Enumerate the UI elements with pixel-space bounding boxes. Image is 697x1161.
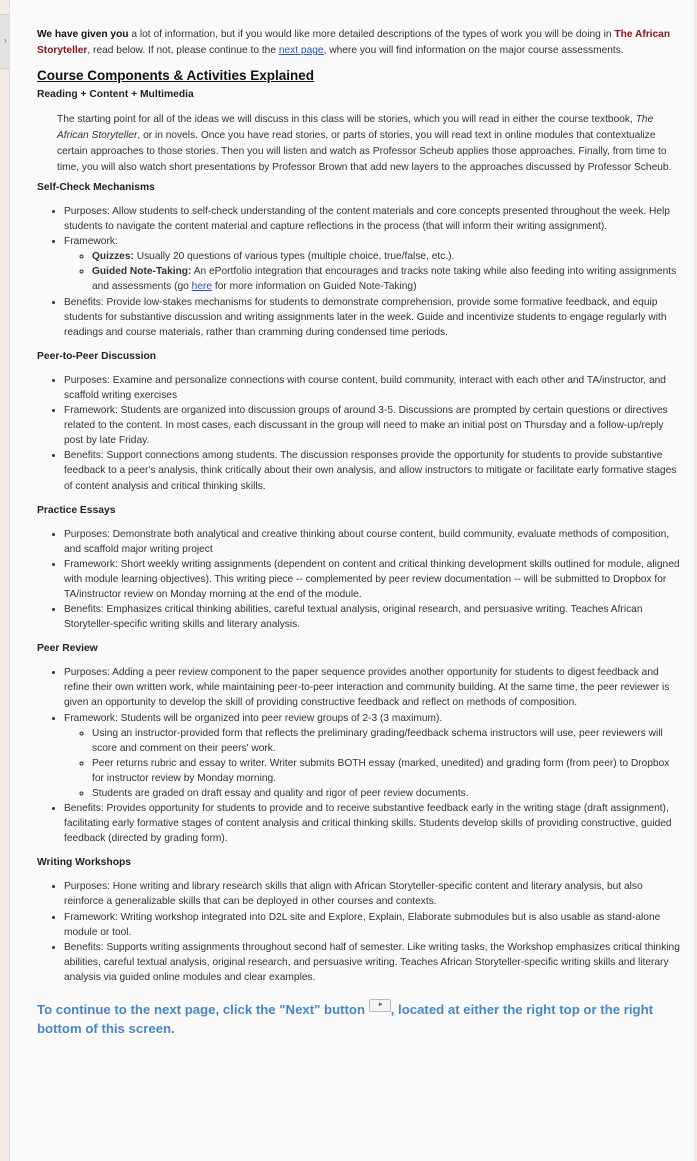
list-item: • Purposes: Hone writing and library research skills that align with African Storyteller-specific content and literary analysis, but also reinforce a generalizable skills that can be deployed in other courses and contexts. [64,879,684,909]
section-title-peer-review: Peer Review [37,643,98,655]
list-item: • Benefits: Emphasizes critical thinking abilities, careful textual analysis, original research, and persuasive writing. Teaches African Storyteller-specific writing skills and literary analysis. [64,602,684,632]
self-check-list [37,204,684,340]
list-item: • Framework: Writing workshop integrated into D2L site and Explore, Explain, Elaborate submodules but is also usable as stand-alone module or tool. [64,910,684,940]
list-item: • Purposes: Allow students to self-check understanding of the content materials and core concepts presented throughout the week. Help students to navigate the content material and capture reflections in the process (that will inform their writing assignment). [64,204,684,234]
section-title-self-check: Self-Check Mechanisms [37,182,155,193]
next-page-link[interactable]: next page [278,45,324,56]
continue-text-1: To continue to the next page, click the "Next" button [37,1002,369,1018]
list-item: • Framework: Short weekly writing assignments (dependent on content and critical thinking development skills outlined for module, aligned with module learning objectives). This writing piece -- complemented by peer review documentation -- will be submitted to Dropbox for TA/instructor review on Monday morning at the end of the module. [64,557,684,602]
list-item [64,234,684,294]
content-panel [9,0,694,1161]
list-item: ◦ Using an instructor-provided form that reflects the preliminary grading/feedback schema instructors will use, peer reviewers will score and comment on their peers' work. [92,726,684,756]
section-title-practice-essays: Practice Essays [37,504,116,516]
list-item [64,711,684,802]
list-item: ◦ Peer returns rubric and essay to writer. Writer submits BOTH essay (marked, unedited) and grading form (from peer) to Dropbox for instructor review by Monday morning. [92,756,684,786]
next-arrow-icon: ► [377,1002,384,1009]
practice-essays-list [37,527,684,633]
gnt-text-2: for more information on Guided Note-Taking) [212,281,417,293]
writing-workshops-list [37,879,684,985]
textbook-title: The African Storyteller [57,114,654,141]
gnt-label: Guided Note-Taking: [92,266,192,278]
gnt-text-1: An ePortfolio integration that encourages and tracks note taking while also feeding into writing assignments and assessments (go [92,266,677,293]
peer-review-list [37,665,684,846]
list-item: • Purposes: Examine and personalize connections with course content, build community, interact with each other and TA/instructor, and scaffold writing exercises [64,373,684,403]
page-title: Course Components & Activities Explained [37,68,315,83]
list-item: ◦ Students are graded on draft essay and quality and rigor of peer review documents. [92,786,684,801]
list-item: • Purposes: Adding a peer review component to the paper sequence provides another opportunity for students to digest feedback and refine their own written work, while maintaining peer-to-peer interaction and community building. At the same time, the peer reviewer is given an opportunity to develop the skill of providing constructive feedback and reflect on methods of composition. [64,665,684,710]
reading-text-1: The starting point for all of the ideas we will discuss in this class will be stories, which you will read in either the course textbook, [57,114,636,125]
quizzes-label: Quizzes: [92,251,134,263]
list-item: • Benefits: Provides opportunity for students to provide and to receive substantive feedback early in the writing stage (draft assignment), facilitating early formative stages of content analysis and critical thinking skills. Students develop skills of providing constructive, guided feedback (directed by grading form). [64,801,684,846]
intro-text-2: , read below. If not, please continue to the [87,45,279,56]
quizzes-text: Usually 20 questions of various types (multiple choice, true/false, etc.). [133,251,455,263]
reading-paragraph [57,112,684,176]
list-item: • Benefits: Support connections among students. The discussion responses provide the opportunity for students to provide substantive feedback to a peer's analysis, think critically about their own analysis, and allow instructors to mitigate or facilitate early formative stages of content analysis and critical thinking skills. [64,448,684,493]
intro-text-3: , where you will find information on the major course assessments. [323,45,624,56]
framework-sublist [64,249,684,294]
continue-instructions [37,999,684,1038]
framework-label: Framework: [64,236,118,248]
continue-text-2: , located at either the right top or the right bottom of this screen. [37,1002,654,1036]
course-name: The African Storyteller [37,29,671,56]
list-item: • Purposes: Demonstrate both analytical and creative thinking about course content, build community, evaluate methods of composition, and scaffold major writing project [64,527,684,557]
list-item: • Benefits: Provide low-stakes mechanisms for students to demonstrate comprehension, provide some formative feedback, and equip students for substantive discussion and writing assignments later in the week. Guide and incentivize students to engage regularly with readings and course materials, rather than cramming during condensed time periods. [64,295,684,340]
peer-discussion-list [37,373,684,494]
list-item: • Framework: Students are organized into discussion groups of around 3-5. Discussions are prompted by certain questions or directives related to the content. In most cases, each discussant in the group will need to make an initial post on Thursday and a follow-up/reply post by late Friday. [64,403,684,448]
intro-bold: We have given you [37,29,129,40]
section-title-writing-workshops: Writing Workshops [37,857,132,869]
reading-text-2: , or in novels. Once you have read stories, or parts of stories, you will read text in online modules that contextualize certain approaches to those stories. Then you will listen and watch as Professor Scheub applies those approaches. Finally, from time to time, you will also watch short presentations by Professor Brown that add new layers to the approaches discussed by Professor Scheub. [57,130,672,173]
list-item [92,249,684,264]
intro-paragraph [37,27,684,59]
section-title-peer-discussion: Peer-to-Peer Discussion [37,350,157,362]
list-item [92,264,684,294]
intro-text-1: a lot of information, but if you would like more detailed descriptions of the types of work you will be doing in [128,29,615,40]
next-button-image [369,999,391,1012]
list-item: • Benefits: Supports writing assignments throughout second half of semester. Like writing tasks, the Workshop emphasizes critical thinking abilities, careful textual analysis, original research, and persuasive writing. Teaches African Storyteller-specific writing skills and literary analysis via guided online modules and clear examples. [64,940,684,985]
framework-text: Framework: Students will be organized into peer review groups of 2-3 (3 maximum). [64,712,443,724]
framework-sublist [64,726,684,801]
section-title-reading: Reading + Content + Multimedia [37,89,194,100]
guided-note-taking-link[interactable]: here [191,281,213,293]
chevron-right-icon: › [4,36,7,45]
